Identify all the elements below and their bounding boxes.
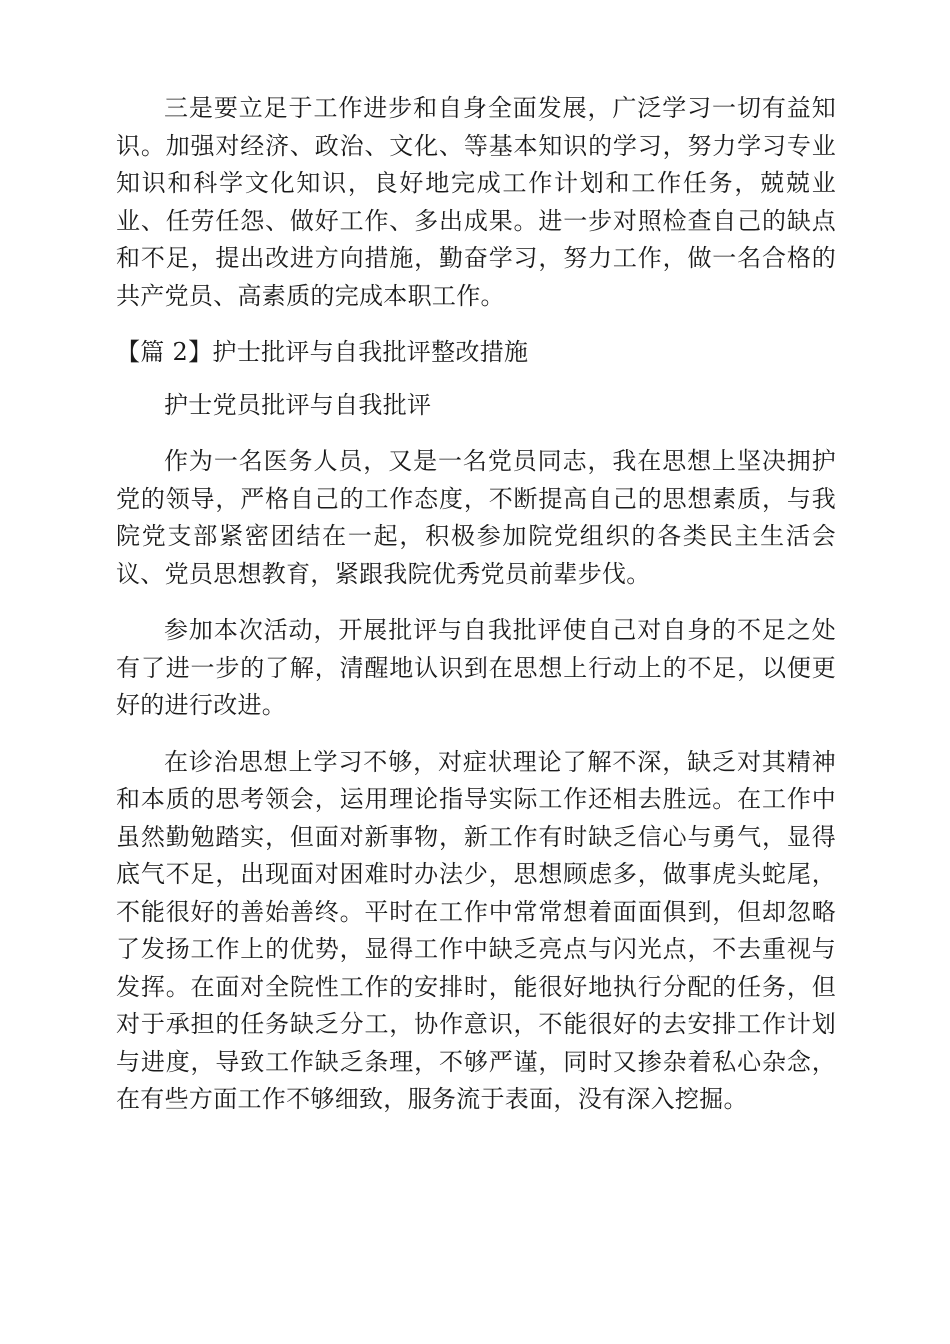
body-paragraph: 作为一名医务人员，又是一名党员同志，我在思想上坚决拥护党的领导，严格自己的工作态度，不断提高自己的思想素质，与我院党支部紧密团结在一起，积极参加院党组织的各类民主生活会议、党员思想教育，紧跟我院优秀党员前辈步伐。 bbox=[116, 447, 836, 588]
section-heading: 【篇 2】护士批评与自我批评整改措施 bbox=[116, 338, 529, 366]
body-paragraph: 三是要立足于工作进步和自身全面发展，广泛学习一切有益知识。加强对经济、政治、文化、等基本知识的学习，努力学习专业知识和科学文化知识，良好地完成工作计划和工作任务，兢兢业业、任劳任怨、做好工作、多出成果。进一步对照检查自己的缺点和不足，提出改进方向措施，勤奋学习，努力工作，做一名合格的共产党员、高素质的完成本职工作。 bbox=[116, 94, 836, 310]
body-paragraph: 在诊治思想上学习不够，对症状理论了解不深，缺乏对其精神和本质的思考领会，运用理论指导实际工作还相去胜远。在工作中虽然勤勉踏实，但面对新事物，新工作有时缺乏信心与勇气，显得底气不足，出现面对困难时办法少，思想顾虑多，做事虎头蛇尾，不能很好的善始善终。平时在工作中常常想着面面俱到，但却忽略了发扬工作上的优势，显得工作中缺乏亮点与闪光点，不去重视与发挥。在面对全院性工作的安排时，能很好地执行分配的任务，但对于承担的任务缺乏分工，协作意识，不能很好的去安排工作计划与进度，导致工作缺乏条理，不够严谨，同时又掺杂着私心杂念，在有些方面工作不够细致，服务流于表面，没有深入挖掘。 bbox=[116, 747, 836, 1113]
section-subtitle: 护士党员批评与自我批评 bbox=[164, 390, 432, 419]
body-paragraph: 参加本次活动，开展批评与自我批评使自己对自身的不足之处有了进一步的了解，清醒地认识到在思想上行动上的不足，以便更好的进行改进。 bbox=[116, 616, 836, 719]
document-page bbox=[116, 90, 836, 1138]
